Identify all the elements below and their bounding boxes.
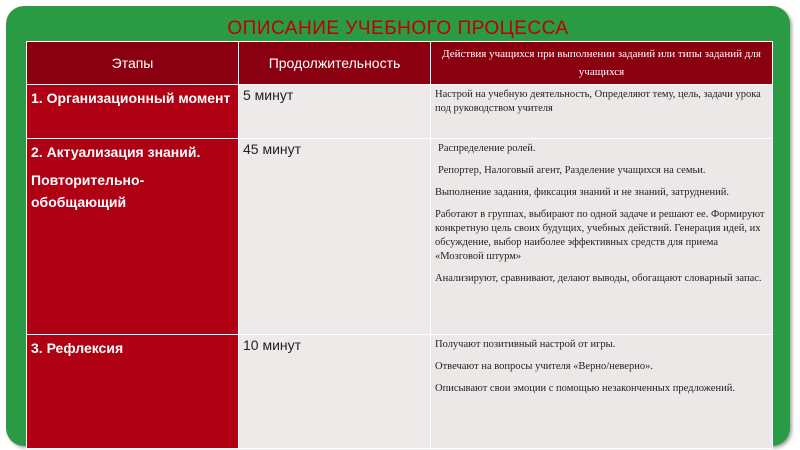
action-text: Описывают свои эмоции с помощью незаконченных предложений. (435, 383, 735, 394)
table-header-row (27, 42, 773, 85)
duration-cell: 10 минут (239, 335, 431, 449)
duration-cell: 5 минут (239, 85, 431, 139)
stage-cell (27, 85, 239, 139)
header-duration: Продолжительность (239, 42, 431, 85)
stage-cell (27, 335, 239, 449)
stage-name: 3. Рефлексия (31, 340, 124, 356)
action-text: Работают в группах, выбирают по одной задаче и решают ее. Формируют конкретную цель своих будущих, учебных действий. Генерация идей, их обсуждение, выбор наиболее эффективных средств для приема «Мозговой штурм» (435, 209, 765, 262)
header-actions: Действия учащихся при выполнении заданий или типы заданий для учащихся (431, 42, 773, 85)
action-text: Отвечают на вопросы учителя «Верно/неверно». (435, 361, 653, 372)
action-text: Репортер, Налоговый агент, Разделение учащихся на семьи. (438, 165, 706, 176)
action-text: Распределение ролей. (438, 143, 536, 154)
action-text: Выполнение задания, фиксация знаний и не знаний, затруднений. (435, 187, 730, 198)
stage-cell (27, 139, 239, 335)
action-text: Настрой на учебную деятельность, Определяют тему, цель, задачи урока под руководством учителя (435, 89, 761, 114)
stage-name: 2. Актуализация знаний. (31, 144, 201, 160)
actions-cell (431, 85, 773, 139)
header-stage: Этапы (27, 42, 239, 85)
action-text: Анализируют, сравнивают, делают выводы, обогащают словарный запас. (435, 273, 762, 284)
duration-cell: 45 минут (239, 139, 431, 335)
table-row (27, 85, 773, 139)
process-table (26, 41, 773, 449)
action-text: Получают позитивный настрой от игры. (435, 339, 616, 350)
table-row (27, 335, 773, 449)
stage-subname: Повторительно-обобщающий (31, 172, 145, 210)
table-row (27, 139, 773, 335)
slide-title: ОПИСАНИЕ УЧЕБНОГО ПРОЦЕССА (227, 18, 569, 39)
stage-name: 1. Организационный момент (31, 90, 231, 106)
actions-cell (431, 335, 773, 449)
actions-cell (431, 139, 773, 335)
slide (6, 6, 790, 446)
